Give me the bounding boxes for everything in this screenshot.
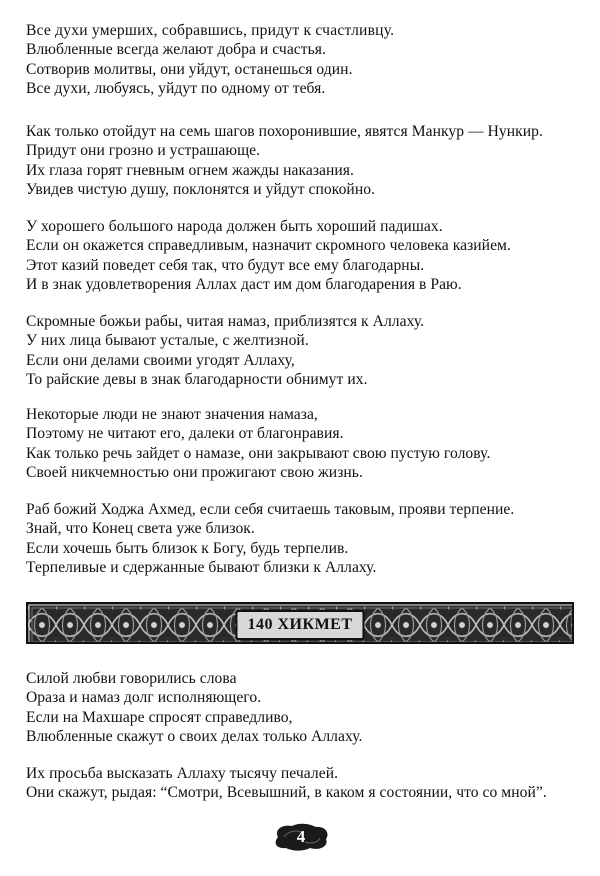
verse-line: У них лица бывают усталые, с желтизной. (26, 332, 309, 350)
verse-line: Скромные божьи рабы, читая намаз, приблизятся к Аллаху. (26, 313, 425, 330)
verse-line: Этот казий поведет себя так, что будут все ему благодарны. (26, 256, 425, 274)
verse-line: И в знак удовлетворения Аллах даст им дом благодарения в Раю. (26, 275, 462, 293)
verse-line: Влюбленные скажут о своих делах только Аллаху. (26, 727, 363, 745)
verse-line: Если он окажется справедливым, назначит скромного человека казийем. (26, 237, 511, 255)
verse-line: Как только отойдут на семь шагов похоронившие, явятся Манкур — Нункир. (26, 123, 543, 140)
verse-line: Как только речь зайдет о намазе, они закрывают свою пустую голову. (26, 444, 491, 462)
verse-line: Их просьба высказать Аллаху тысячу печалей. (26, 765, 339, 782)
stanza (26, 669, 586, 746)
verse-line: Ораза и намаз долг исполняющего. (26, 689, 262, 707)
chapter-title: 140 ХИКМЕТ (235, 610, 364, 640)
verse-line: Некоторые люди не знают значения намаза, (26, 406, 318, 423)
verse-line: Влюбленные всегда желают добра и счастья. (26, 41, 326, 59)
verse-line: У хорошего большого народа должен быть хороший падишах. (26, 218, 443, 235)
verse-line: Все духи, любуясь, уйдут по одному от тебя. (26, 79, 326, 97)
verse-line: Все духи умерших, собравшись, придут к счастливцу. (26, 22, 395, 39)
verse-line: Своей никчемностью они прожигают свою жизнь. (26, 463, 363, 481)
verse-line: Знай, что Конец света уже близок. (26, 520, 255, 538)
verse-line: Они скажут, рыдая: “Смотри, Всевышний, в каком я состоянии, что со мной”. (26, 784, 547, 802)
stanza (26, 405, 586, 482)
verse-line: Силой любви говорились слова (26, 670, 237, 687)
verse-line: Придут они грозно и устрашающе. (26, 142, 261, 160)
verse-line: То райские девы в знак благодарности обнимут их. (26, 370, 368, 388)
stanza (26, 217, 586, 294)
chapter-banner (26, 602, 574, 644)
stanza (26, 312, 586, 389)
verse-line: Поэтому не читают его, далеки от благонравия. (26, 425, 344, 443)
verse-line: Сотворив молитвы, они уйдут, останешься один. (26, 60, 353, 78)
stanza (26, 500, 586, 577)
stanza (26, 122, 586, 199)
stanza (26, 21, 586, 98)
stanza (26, 764, 586, 803)
verse-line: Раб божий Ходжа Ахмед, если себя считаешь таковым, прояви терпение. (26, 501, 515, 518)
verse-line: Увидев чистую душу, поклонятся и уйдут спокойно. (26, 180, 376, 198)
verse-line: Если они делами своими угодят Аллаху, (26, 351, 295, 369)
page-number: 4 (296, 827, 306, 846)
verse-line: Если на Махшаре спросят справедливо, (26, 708, 293, 726)
page-number-badge (272, 822, 330, 852)
verse-line: Терпеливые и сдержанные бывают близки к Аллаху. (26, 558, 377, 576)
verse-line: Их глаза горят гневным огнем жажды наказания. (26, 161, 354, 179)
verse-line: Если хочешь быть близок к Богу, будь терпелив. (26, 539, 349, 557)
